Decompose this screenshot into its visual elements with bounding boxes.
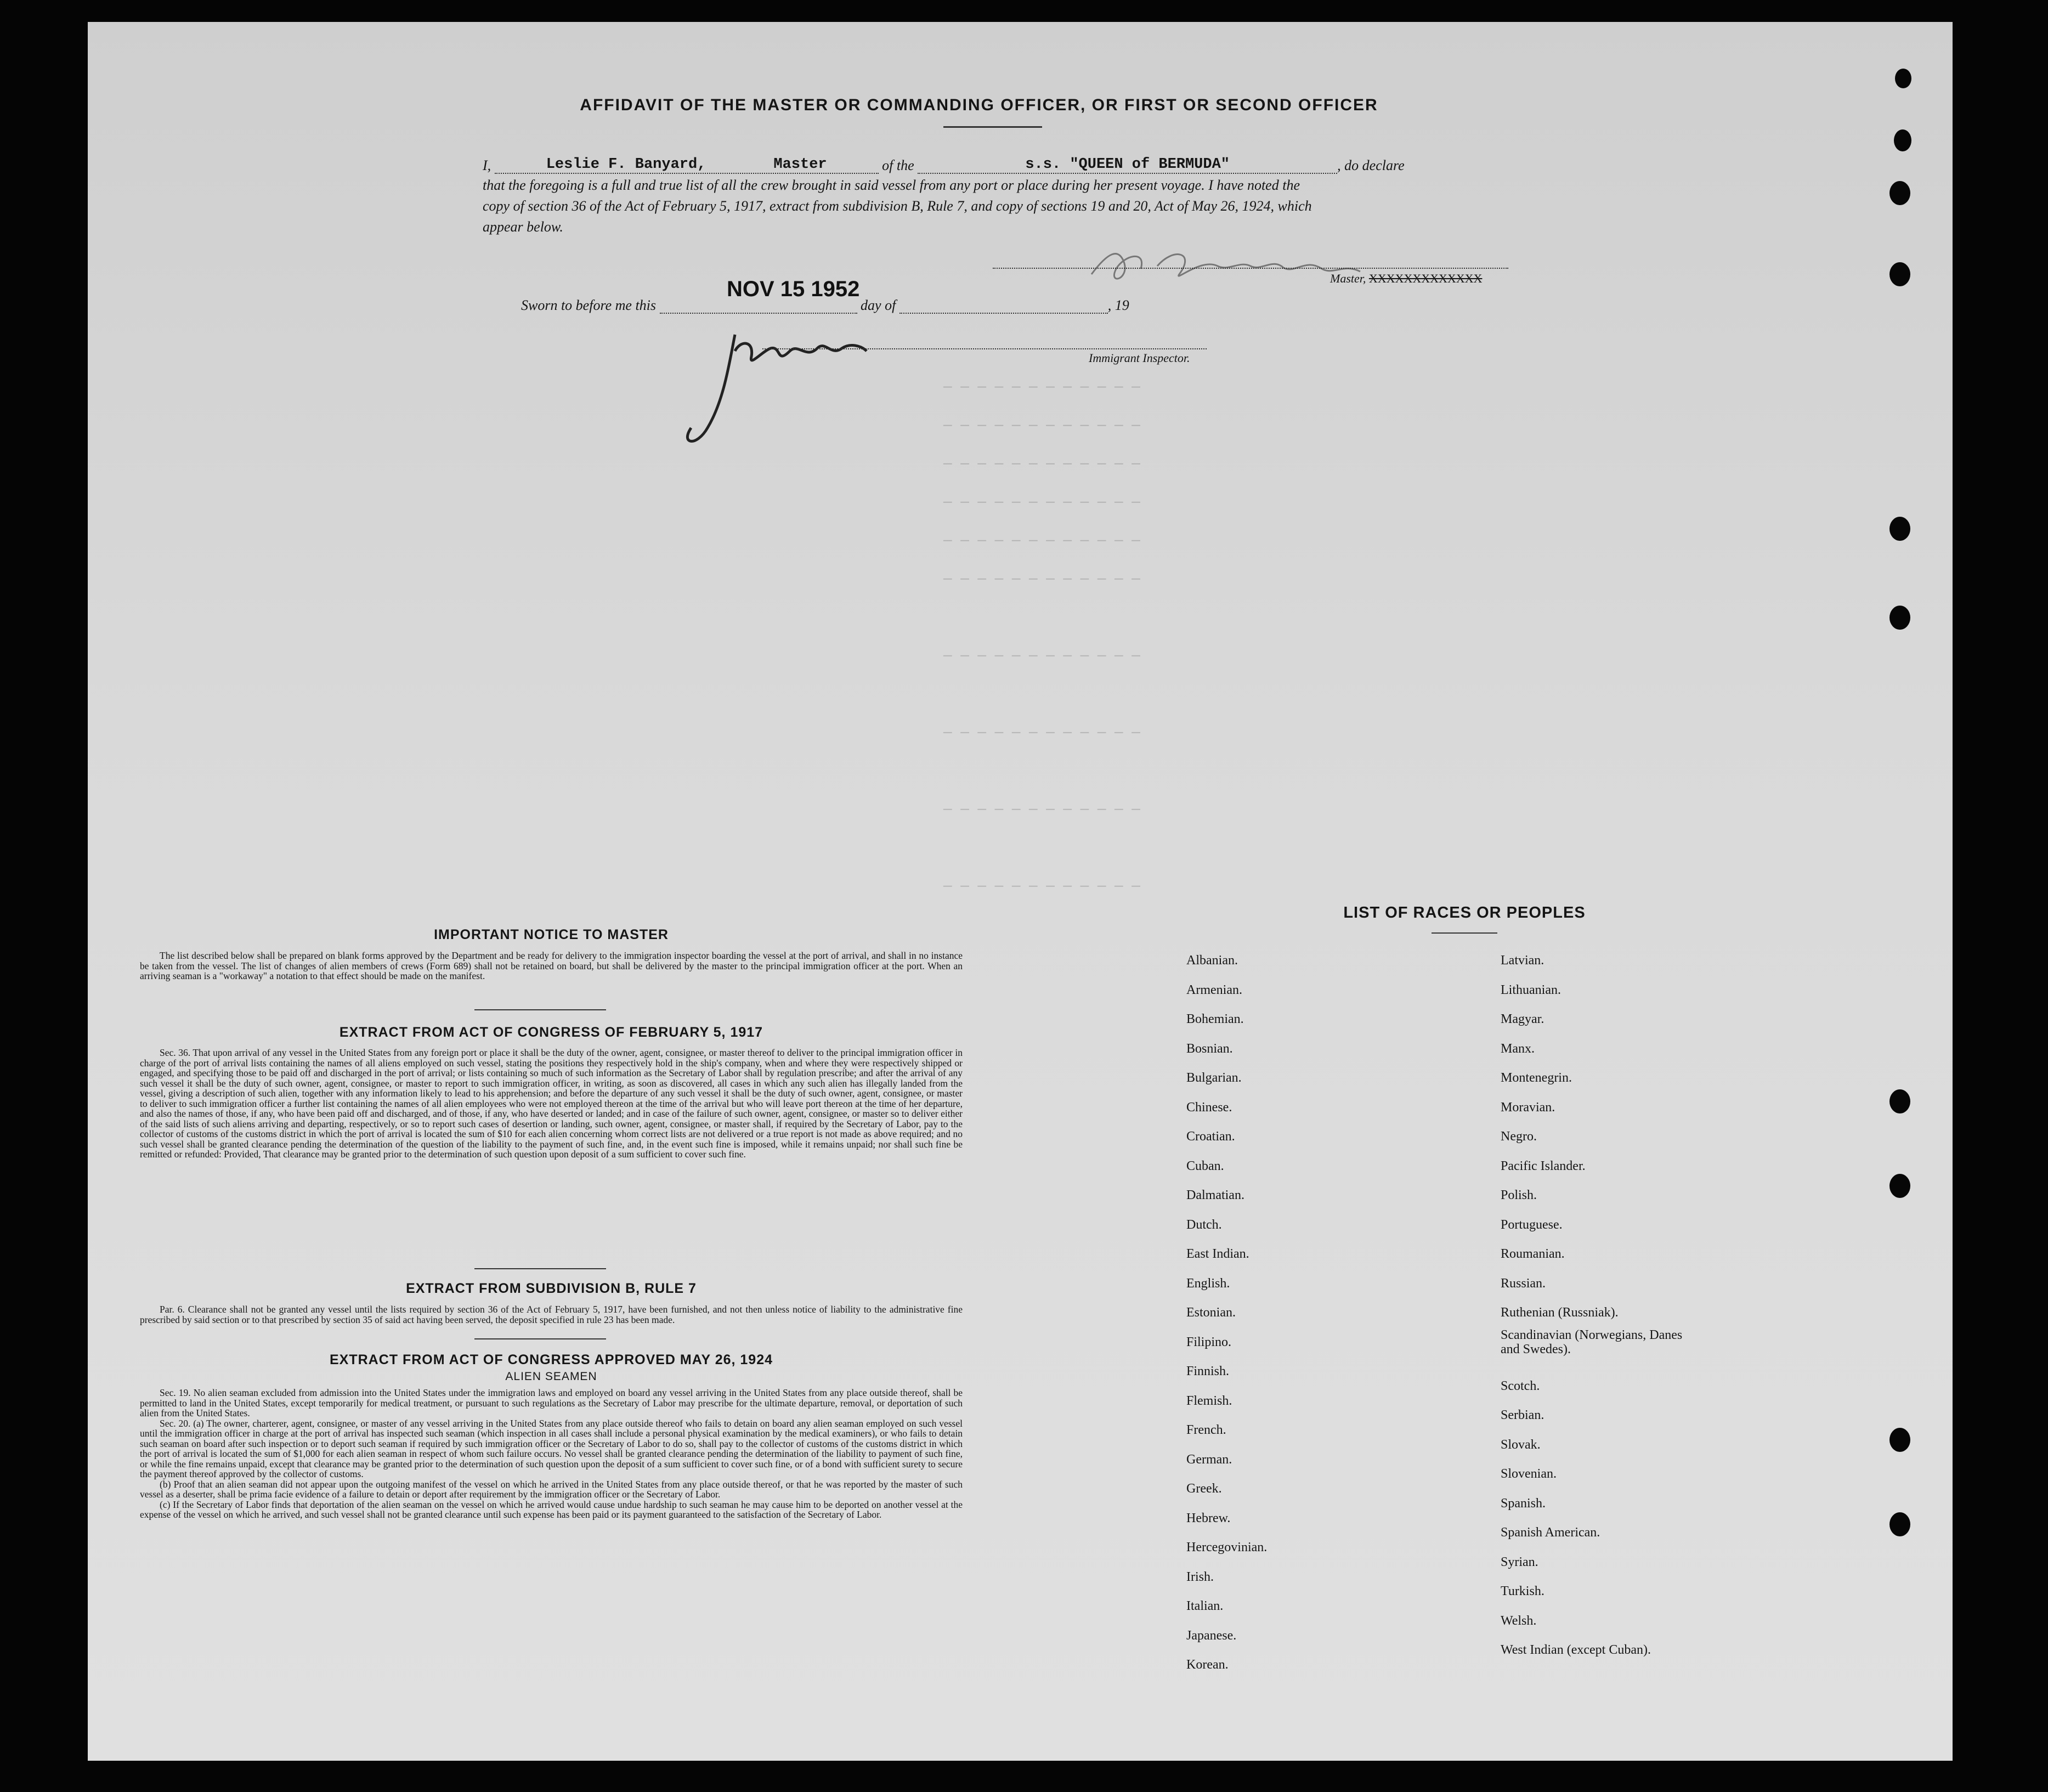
rule7-text: Par. 6. Clearance shall not be granted any vessel until the lists required by section 36 of the Act of February 5, 1917, have been furnished, and not then unless notice of liability to the administrative fine prescribed by said section or to that prescribed by section 35 of said act having been served, the deposit specified in rule 23 has been made.	[140, 1304, 963, 1325]
race-item: Latvian.	[1501, 953, 1545, 968]
race-item: Dalmatian.	[1186, 1188, 1244, 1202]
master-caption-struck: XXXXXXXXXXXXX	[1368, 272, 1483, 285]
vessel-field	[918, 155, 1337, 174]
divider-3	[474, 1338, 606, 1339]
race-item: Albanian.	[1186, 953, 1238, 968]
binder-hole	[1895, 69, 1911, 88]
race-item: Flemish.	[1186, 1393, 1232, 1408]
binder-hole	[1889, 1089, 1910, 1113]
binder-hole	[1889, 181, 1910, 205]
race-item: Scandinavian (Norwegians, Danes and Swedes).	[1501, 1327, 1683, 1356]
race-item: Croatian.	[1186, 1129, 1235, 1144]
race-item: Portuguese.	[1501, 1217, 1563, 1232]
race-item: Cuban.	[1186, 1158, 1224, 1173]
notice-text: The list described below shall be prepared on blank forms approved by the Department and be ready for delivery to the immigration inspector boarding the vessel at the port of arrival, and shall in no instance be taken from the vessel. The list of changes of alien members of crews (Form 689) shall not be retained on board, but shall be delivered by the master to the principal immigration officer at the port. When an arriving seaman is a "workaway" a notation to that effect should be made on the manifest.	[140, 950, 963, 981]
inspector-signature-graphic	[658, 318, 910, 461]
race-item: Spanish American.	[1501, 1525, 1600, 1540]
binder-hole	[1889, 1174, 1910, 1198]
race-item: Greek.	[1186, 1482, 1222, 1496]
extract-1924-subheading: ALIEN SEAMEN	[505, 1370, 597, 1383]
race-item: Turkish.	[1501, 1584, 1545, 1598]
races-divider	[1432, 932, 1497, 934]
sec-20a-text: Sec. 20. (a) The owner, charterer, agent, consignee, or master of any vessel arriving in the United States from any place outside thereof who fails to detain on board any alien seaman employed on such vessel until the immigration officer in charge at the port of arrival has inspected such seaman (which inspection in all cases shall include a personal physical examination by the medical examiners), or who fails to detain such seaman on board after such inspection or to deport such seaman if required by such immigration officer or the Secretary of Labor to do so, shall pay to the collector of customs of the customs district in which the port of arrival is located the sum of $1,000 for each alien seaman in respect of whom such failure occurs. No vessel shall be granted clearance pending the determination of the liability to payment of such fine, or while the fine remains unpaid, except that clearance may be granted prior to the determination of such question upon the deposit of a sum sufficient to cover such fine, or of a bond with sufficient surety to secure the payment thereof approved by the collector of customs.	[140, 1417, 963, 1479]
master-signature-line	[993, 268, 1508, 269]
sec-20b-text: (b) Proof that an alien seaman did not appear upon the outgoing manifest of the vessel on which he arrived in the United States from any place outside thereof, or that he was reported by the master of such vessel as a deserter, shall be prima facie evidence of a failure to detain or deport after requirement by the immigration officer or the Secretary of Labor.	[140, 1478, 963, 1500]
race-item: East Indian.	[1186, 1247, 1249, 1261]
sec-19-text: Sec. 19. No alien seaman excluded from admission into the United States under the immigration laws and employed on board any vessel arriving in the United States from any place outside thereof, shall be permitted to land in the United States, except temporarily for medical treatment, or pursuant to such regulations as the Secretary of Labor may prescribe for the ultimate departure, removal, or deportation of such alien from the United States.	[140, 1387, 963, 1418]
i-label: I,	[483, 157, 491, 173]
race-item: Irish.	[1186, 1569, 1214, 1584]
master-caption-label: Master,	[1330, 272, 1366, 285]
race-item: Bosnian.	[1186, 1041, 1233, 1056]
race-item: Hercegovinian.	[1186, 1540, 1268, 1554]
extract-1924-heading: EXTRACT FROM ACT OF CONGRESS APPROVED MAY 26, 1924	[329, 1352, 773, 1367]
month-field	[899, 296, 1108, 314]
extract-1917-heading: EXTRACT FROM ACT OF CONGRESS OF FEBRUARY 5, 1917	[339, 1025, 763, 1040]
race-item: Lithuanian.	[1501, 982, 1561, 997]
do-declare-label: , do declare	[1337, 157, 1405, 173]
race-item: Welsh.	[1501, 1613, 1537, 1628]
race-item: Serbian.	[1501, 1408, 1545, 1422]
race-item: Italian.	[1186, 1599, 1224, 1613]
race-item: Hebrew.	[1186, 1511, 1231, 1525]
race-item: Moravian.	[1501, 1100, 1555, 1115]
divider-1	[474, 1009, 606, 1010]
race-item: Polish.	[1501, 1188, 1537, 1202]
day-of-label: day of	[861, 297, 896, 313]
race-item: Pacific Islander.	[1501, 1158, 1586, 1173]
title-divider	[943, 126, 1042, 128]
name-rank-field	[495, 155, 879, 174]
binder-hole	[1889, 1428, 1910, 1452]
races-right-column	[1501, 946, 1698, 1665]
rule7-heading: EXTRACT FROM SUBDIVISION B, RULE 7	[406, 1281, 697, 1296]
sec-20c-text: (c) If the Secretary of Labor finds that deportation of the alien seaman on the vessel on which he arrived would cause undue hardship to such seaman he may cause him to be deported on another vessel at the expense of the vessel on which he arrived, and such vessel shall not be granted clearance until such expense has been paid or its payment guaranteed to the satisfaction of the Secretary of Labor.	[140, 1499, 963, 1520]
race-item: Scotch.	[1501, 1378, 1540, 1393]
inspector-signature-line	[762, 348, 1207, 349]
race-item: Chinese.	[1186, 1100, 1232, 1115]
race-item: English.	[1186, 1276, 1230, 1291]
vessel-name: s.s. "QUEEN of BERMUDA"	[1025, 156, 1230, 173]
race-item: Spanish.	[1501, 1496, 1546, 1511]
race-item: Manx.	[1501, 1041, 1535, 1056]
race-item: Ruthenian (Russniak).	[1501, 1305, 1619, 1320]
master-caption	[1330, 272, 1482, 286]
binder-hole	[1894, 129, 1911, 151]
race-item: Russian.	[1501, 1276, 1546, 1291]
race-item: Syrian.	[1501, 1554, 1538, 1569]
master-rank: Master	[773, 156, 827, 173]
races-heading: LIST OF RACES OR PEOPLES	[1343, 904, 1586, 922]
race-item: Filipino.	[1186, 1335, 1232, 1349]
bleed-through-rows: — — — — — — — — — — — — — — — — — — — — — — — — — — — — — — — — — — — — — — — — — — — — — — — — — — — — — — — — — — — — — — — — — — — — — — — — — — — — — — — — — — — — — — — — — — — — — — — — — — — — — — — — — — — — — — — — — — — — — — — —	[943, 378, 1140, 894]
race-item: Finnish.	[1186, 1364, 1230, 1378]
races-left-column	[1186, 946, 1267, 1680]
of-the-label: of the	[882, 157, 914, 173]
inspector-caption: Immigrant Inspector.	[1089, 351, 1190, 365]
race-item: Slovenian.	[1501, 1467, 1557, 1481]
binder-hole	[1889, 262, 1910, 286]
race-item: Dutch.	[1186, 1217, 1222, 1232]
inspector-signature	[658, 318, 910, 461]
date-stamp: NOV 15 1952	[727, 277, 860, 301]
affidavit-line-1	[483, 155, 1405, 174]
affidavit-line-2: that the foregoing is a full and true list of all the crew brought in said vessel from any port or place during her present voyage. I have noted the	[483, 177, 1300, 193]
affidavit-line-3: copy of section 36 of the Act of February 5, 1917, extract from subdivision B, Rule 7, and copy of sections 19 and 20, Act of May 26, 1924, which	[483, 198, 1312, 214]
race-item: Slovak.	[1501, 1437, 1541, 1452]
affidavit-line-4: appear below.	[483, 219, 563, 235]
extract-1917-text: Sec. 36. That upon arrival of any vessel in the United States from any foreign port or place it shall be the duty of the owner, agent, consignee, or master thereof to deliver to the principal immigration officer in charge of the port of arrival lists containing the names of all aliens employed on such vessel, stating the positions they respectively hold in the ship's company, when and where they were respectively shipped or engaged, and specifying those to be paid off and discharged in the port of arrival; or lists containing so much of such information as the Secretary of Labor shall by regulation prescribe; and after the arrival of any such vessel it shall be the duty of such owner, agent, consignee, or master to report to such immigration officer, in writing, as soon as discovered, all cases in which any such alien has illegally landed from the vessel, giving a description of such alien, together with any information likely to lead to his apprehension; and before the departure of any such vessel it shall be the duty of such owner, agent, consignee, or master to deliver to such immigration officer a further list containing the names of all alien employees who were not employed thereon at the time of the arrival but who will leave port thereon at the time of her departure, and also the names of those, if any, who have been paid off and discharged, and of those, if any, who have deserted or landed; and in case of the failure of such owner, agent, consignee, or master so to deliver either of the said lists of such aliens arriving and departing, respectively, or so to report such cases of desertion or landing, such owner, agent, consignee, or master shall, if required by the Secretary of Labor, pay to the collector of customs of the customs district in which the port of arrival is located the sum of $10 for each alien concerning whom correct lists are not delivered or a true report is not made as above required; and no such vessel shall be granted clearance pending the determination of the question of the liability to the payment of such fine, and, in the event such fine is imposed, while it remains unpaid; nor shall such fine be remitted or refunded: Provided, That clearance may be granted prior to the determination of such question upon deposit of a sum sufficient to cover such fine.	[140, 1047, 963, 1160]
race-item: Armenian.	[1186, 982, 1242, 997]
master-name: Leslie F. Banyard,	[546, 156, 706, 173]
divider-2	[474, 1268, 606, 1269]
race-item: Montenegrin.	[1501, 1071, 1572, 1085]
race-item: Bulgarian.	[1186, 1071, 1242, 1085]
race-item: Roumanian.	[1501, 1247, 1565, 1261]
document-page	[88, 22, 1953, 1761]
race-item: Magyar.	[1501, 1012, 1545, 1026]
year-label: , 19	[1107, 297, 1129, 313]
race-item: French.	[1186, 1423, 1226, 1437]
race-item: Japanese.	[1186, 1628, 1237, 1643]
sworn-label: Sworn to before me this	[521, 297, 657, 313]
binder-hole	[1889, 606, 1910, 630]
extract-1924-body	[140, 1388, 963, 1520]
race-item: Korean.	[1186, 1658, 1229, 1672]
race-item: Estonian.	[1186, 1305, 1236, 1320]
race-item: Bohemian.	[1186, 1012, 1244, 1026]
race-item: Negro.	[1501, 1129, 1537, 1144]
affidavit-title: AFFIDAVIT OF THE MASTER OR COMMANDING OFFICER, OR FIRST OR SECOND OFFICER	[580, 96, 1378, 114]
binder-hole	[1889, 1512, 1910, 1536]
race-item: German.	[1186, 1452, 1232, 1467]
race-item: West Indian (except Cuban).	[1501, 1643, 1651, 1657]
notice-heading: IMPORTANT NOTICE TO MASTER	[434, 927, 669, 942]
binder-hole	[1889, 517, 1910, 541]
